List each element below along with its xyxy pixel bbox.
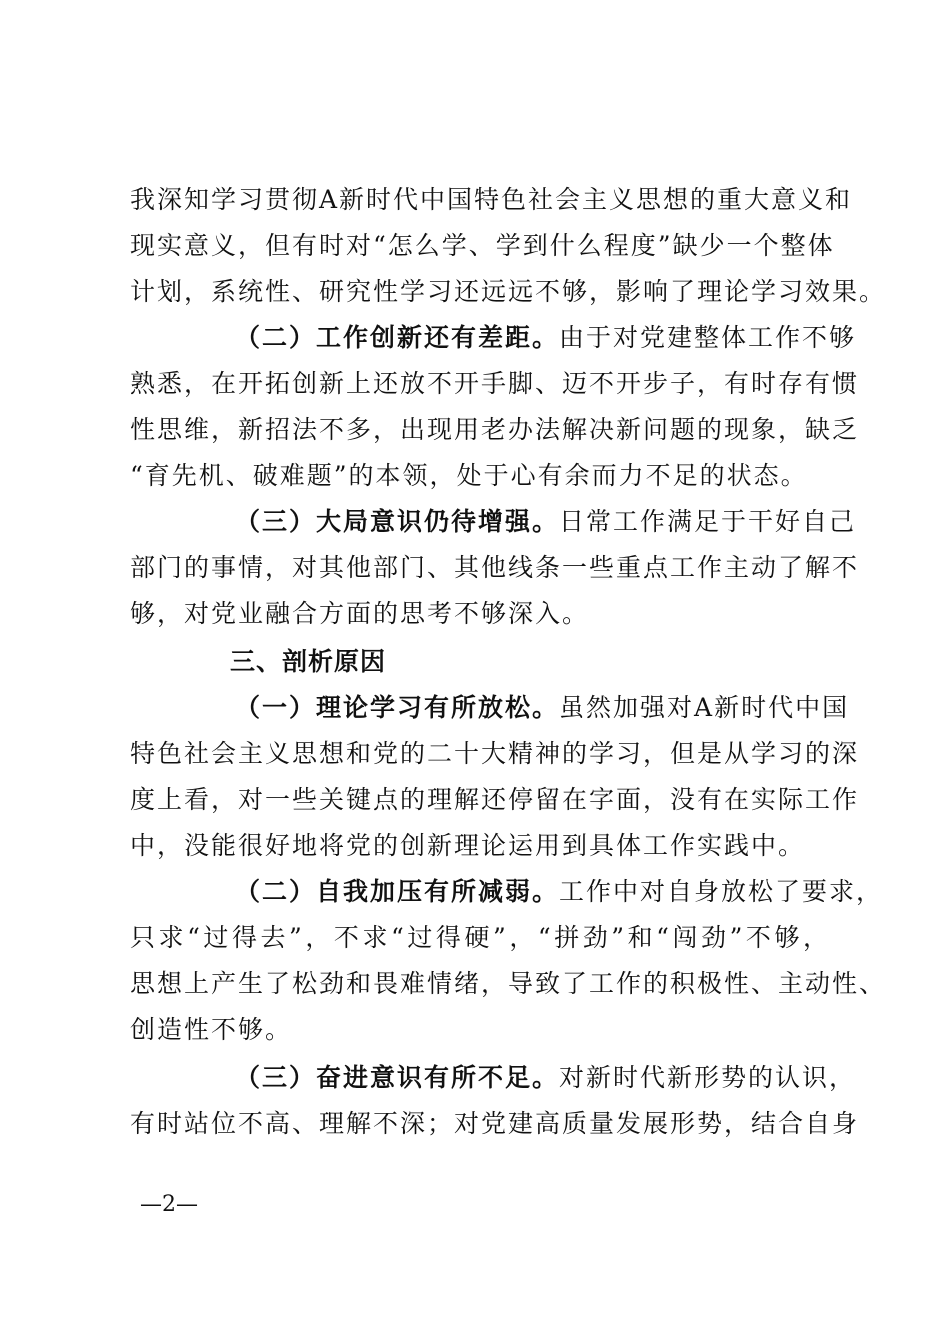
- text-run: 工作中对自身放松了要求，: [559, 877, 884, 906]
- text-line: [235, 1063, 857, 1093]
- page-number: —2—: [140, 1192, 198, 1217]
- text-line: 度上看，对一些关键点的理解还停留在字面，没有在实际工作: [130, 785, 860, 814]
- section-heading: 三、剖析原因: [230, 647, 387, 676]
- text-line: [235, 507, 857, 537]
- paragraph-lead: （一）理论学习有所放松。: [235, 693, 560, 722]
- text-line: 性思维，新招法不多，出现用老办法解决新问题的现象，缺乏: [130, 415, 860, 444]
- text-line: [235, 323, 857, 353]
- text-run: 日常工作满足于干好自己: [559, 507, 857, 536]
- text-line: 中，没能很好地将党的创新理论运用到具体工作实践中。: [130, 831, 806, 860]
- text-line: 思想上产生了松劲和畏难情绪，导致了工作的积极性、主动性、: [130, 969, 887, 998]
- paragraph-lead: （二）工作创新还有差距。: [235, 323, 560, 352]
- text-line: 部门的事情，对其他部门、其他线条一些重点工作主动了解不: [130, 553, 860, 582]
- text-line: 计划，系统性、研究性学习还远远不够，影响了理论学习效果。: [130, 277, 887, 306]
- text-line: 特色社会主义思想和党的二十大精神的学习，但是从学习的深: [130, 739, 860, 768]
- paragraph-lead: （三）大局意识仍待增强。: [235, 507, 560, 536]
- text-line: [235, 877, 884, 907]
- text-line: “育先机、破难题”的本领，处于心有余而力不足的状态。: [130, 461, 808, 490]
- text-run: 由于对党建整体工作不够: [559, 323, 857, 352]
- text-run: 虽然加强对A新时代中国: [559, 693, 850, 722]
- text-line: [235, 693, 850, 723]
- text-line: 只求“过得去”，不求“过得硬”，“拼劲”和“闯劲”不够，: [130, 923, 830, 952]
- text-line: 创造性不够。: [130, 1015, 293, 1044]
- paragraph-lead: （二）自我加压有所减弱。: [235, 877, 560, 906]
- text-run: 对新时代新形势的认识，: [559, 1063, 857, 1092]
- text-line: 够，对党业融合方面的思考不够深入。: [130, 599, 590, 628]
- text-line: 现实意义，但有时对“怎么学、学到什么程度”缺少一个整体: [130, 231, 835, 260]
- paragraph-lead: （三）奋进意识有所不足。: [235, 1063, 560, 1092]
- text-line: 有时站位不高、理解不深；对党建高质量发展形势，结合自身: [130, 1109, 860, 1138]
- text-line: 熟悉，在开拓创新上还放不开手脚、迈不开步子，有时存有惯: [130, 369, 860, 398]
- text-line: 我深知学习贯彻A新时代中国特色社会主义思想的重大意义和: [130, 185, 853, 214]
